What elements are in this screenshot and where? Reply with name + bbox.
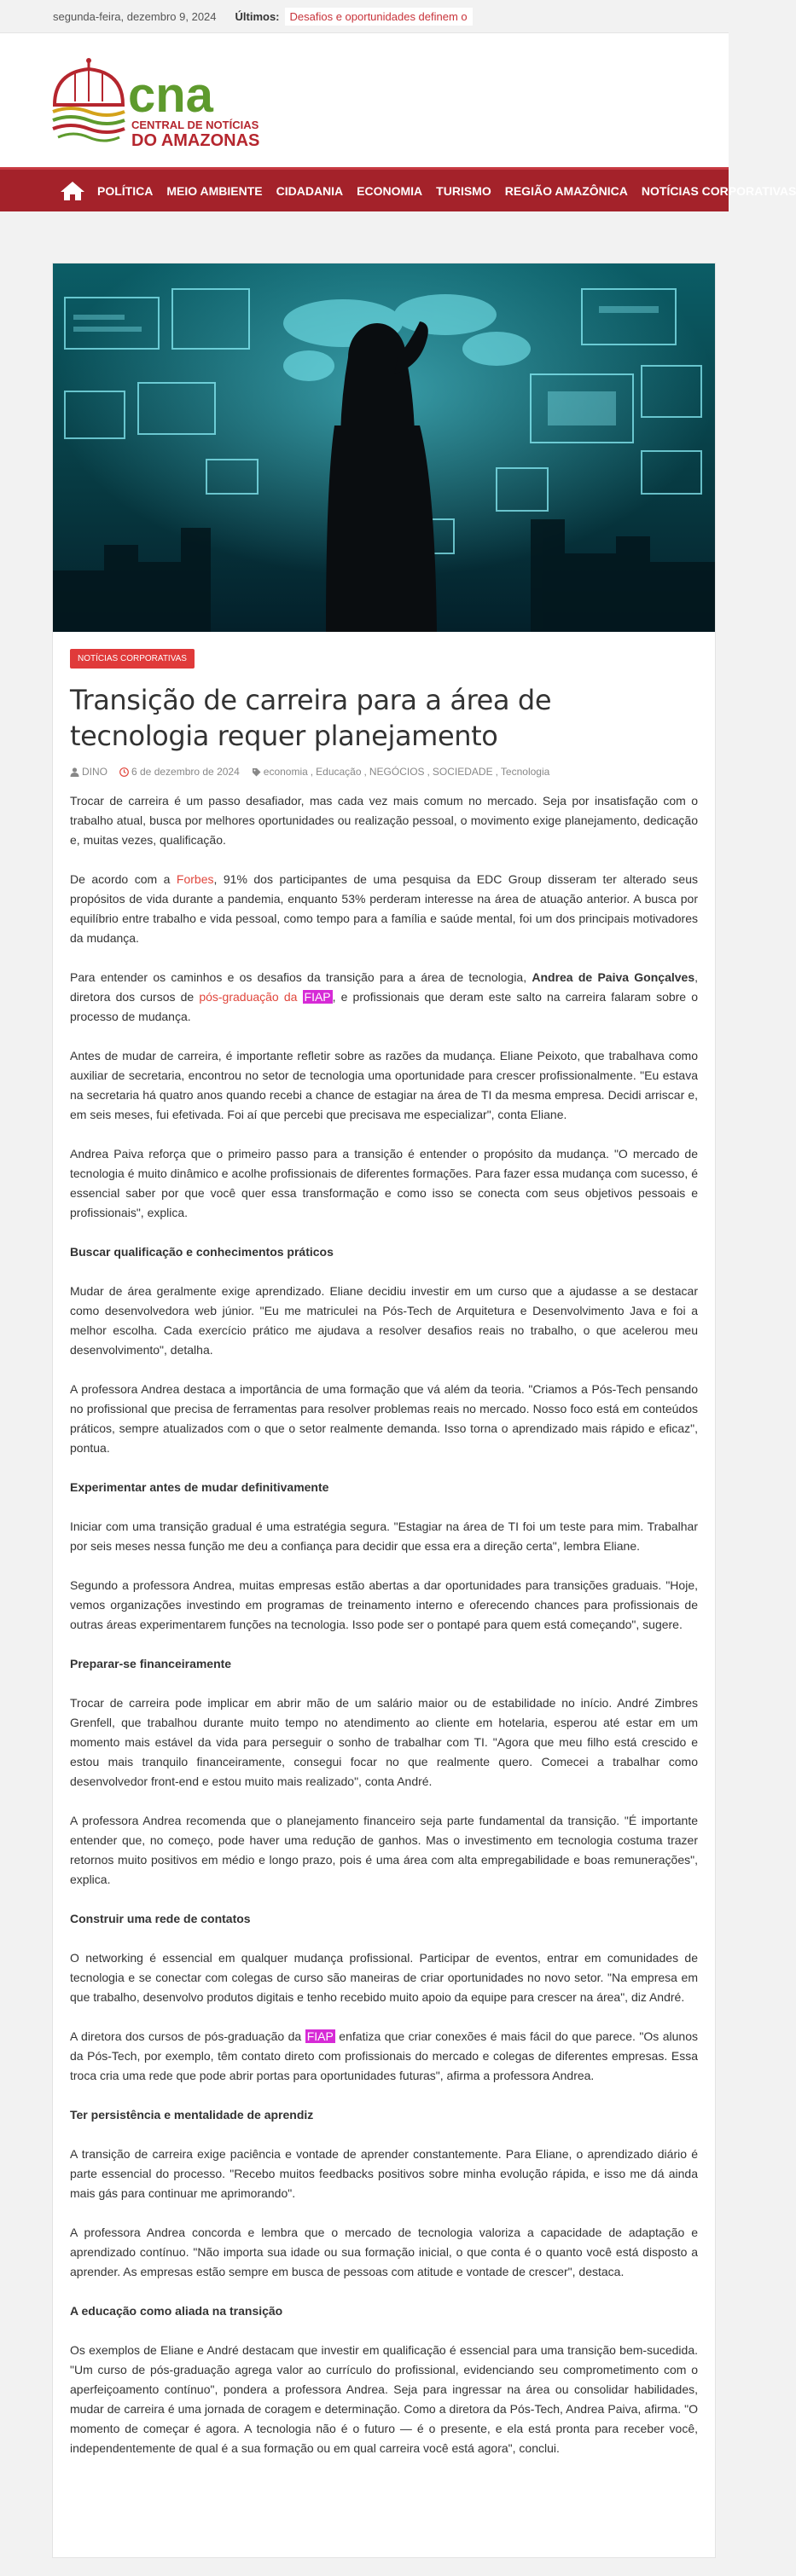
- posgraduacao-link[interactable]: pós-graduação da FIAP: [199, 990, 331, 1004]
- dome-icon: [53, 58, 125, 141]
- section-heading: Experimentar antes de mudar definitivamente: [70, 1480, 329, 1494]
- top-bar: [0, 0, 729, 33]
- paragraph: A transição de carreira exige paciência e vontade de aprender constantemente. Para Eliane, o aprendizado diário é parte essencial do processo. "Recebo muitos feedbacks positivos sobre minha evolução rápida, e isso me dá ainda mais gás para continuar me aprimorando".: [70, 2147, 698, 2200]
- tag-educacao[interactable]: Educação: [316, 766, 362, 778]
- article-card: [52, 263, 716, 2558]
- paragraph: Iniciar com uma transição gradual é uma estratégia segura. "Estagiar na área de TI foi um teste para mim. Trabalhar por seis meses nessa função me deu a confiança para decidir que essa era a direção certa", lembra Eliane.: [70, 1520, 698, 1553]
- main-nav: [0, 167, 796, 211]
- section-heading: A educação como aliada na transição: [70, 2304, 283, 2318]
- section-heading: Construir uma rede de contatos: [70, 1912, 251, 1925]
- nav-item-cidadania[interactable]: CIDADANIA: [276, 183, 344, 198]
- category-badge[interactable]: NOTÍCIAS CORPORATIVAS: [70, 649, 195, 669]
- latest-headline-link[interactable]: Desafios e oportunidades definem o: [285, 8, 473, 26]
- site-header: [0, 33, 729, 168]
- fiap-highlight: FIAP: [306, 2029, 334, 2043]
- clock-icon: [119, 767, 129, 777]
- paragraph: Trocar de carreira pode implicar em abrir mão de um salário maior ou de estabilidade no início. André Zimbres Grenfell, que trabalhou durante muito tempo no atendimento ao cliente em hotelaria, esperou até estar em um momento mais estável da vida para perseguir o sonho de trabalhar com TI. "Agora que meu filho está crescido e estou mais tranquilo financeiramente, consegui focar no que realmente quero. Comecei a trabalhar como desenvolvedor front-end e estou muito mais realizado", conta André.: [70, 1696, 698, 1788]
- paragraph: Andrea Paiva reforça que o primeiro passo para a transição é entender o propósito da mudança. "O mercado de tecnologia é muito dinâmico e acolhe profissionais de diferentes formações. Para fazer essa mudança com sucesso, é essencial saber por que você quer essa transformação e como isso se conecta com seus objetivos pessoais e profissionais", explica.: [70, 1147, 698, 1219]
- paragraph: De acordo com a Forbes, 91% dos participantes de uma pesquisa da EDC Group disseram ter alterado seus propósitos de vida durante a pandemia, enquanto 53% perderam interesse na área de atuação anterior. A busca por equilíbrio entre trabalho e vida pessoal, como tempo para a família e saúde mental, foi um dos principais motivadores da mudança.: [70, 872, 698, 945]
- publish-date[interactable]: 6 de dezembro de 2024: [131, 766, 240, 778]
- nav-item-meio-ambiente[interactable]: MEIO AMBIENTE: [166, 183, 263, 198]
- hero-image: [53, 263, 715, 632]
- tag-sociedade[interactable]: SOCIEDADE: [432, 766, 493, 778]
- nav-item-regiao-amazonica[interactable]: REGIÃO AMAZÔNICA: [504, 183, 628, 198]
- paragraph: Segundo a professora Andrea, muitas empresas estão abertas a dar oportunidades para transições graduais. "Hoje, vemos organizações investindo em programas de treinamento interno e oferecendo chances para profissionais de outras áreas experimentarem funções na tecnologia. Isso pode ser o pontapé para quem está começando", sugere.: [70, 1578, 698, 1631]
- paragraph: O networking é essencial em qualquer mudança profissional. Participar de eventos, entrar em comunidades de tecnologia e se conectar com colegas de curso são maneiras de criar oportunidades no novo setor. "Na empresa em que trabalho, desenvolvo produtos digitais e tenho recebido muito apoio da equipe para crescer na área", diz André.: [70, 1951, 698, 2004]
- article-body: [70, 791, 698, 2458]
- author-link[interactable]: DINO: [82, 766, 107, 778]
- paragraph: A professora Andrea destaca a importância de uma formação que vá além da teoria. "Criamos a Pós-Tech pensando no profissional que precisa de ferramentas para resolver problemas reais no mercado. Nosso foco está em conteúdos práticos, sempre atualizados com o que o setor realmente demanda. Isso torna o aprendizado mais rápido e eficaz", pontua.: [70, 1382, 698, 1455]
- user-icon: [70, 767, 79, 777]
- fiap-highlight: FIAP: [304, 990, 331, 1004]
- site-logo[interactable]: [49, 57, 271, 158]
- article-meta: DINO 6 de dezembro de 2024 economia , Educação , NEGÓCIOS , SOCIEDADE , Tecnologia: [70, 766, 698, 778]
- section-heading: Ter persistência e mentalidade de aprendiz: [70, 2108, 314, 2122]
- paragraph: Antes de mudar de carreira, é importante refletir sobre as razões da mudança. Eliane Peixoto, que trabalhava como auxiliar de secretaria, encontrou no setor de tecnologia uma oportunidade para crescer profissionalmente. "Eu estava na secretaria há quatro anos quando recebi a chance de estagiar na área de TI da mesma empresa. Decidi arriscar e, em seis meses, fui efetivada. Foi aí que percebi que precisava me especializar", conta Eliane.: [70, 1049, 698, 1121]
- nav-item-turismo[interactable]: TURISMO: [436, 183, 491, 198]
- paragraph: A professora Andrea recomenda que o planejamento financeiro seja parte fundamental da transição. "É importante entender que, no começo, pode haver uma redução de ganhos. Mas o investimento em tecnologia costuma trazer retornos muito positivos em médio e longo prazo, pois é uma área com alta empregabilidade e boas remunerações", explica.: [70, 1814, 698, 1886]
- article-content: [70, 649, 698, 2478]
- section-heading: Buscar qualificação e conhecimentos práticos: [70, 1245, 334, 1259]
- tag-tecnologia[interactable]: Tecnologia: [500, 766, 550, 778]
- logo-line1: CENTRAL DE NOTÍCIAS: [131, 119, 259, 131]
- article-title: Transição de carreira para a área de tecnologia requer planejamento: [70, 684, 552, 752]
- tag-icon: [252, 767, 261, 777]
- paragraph: Para entender os caminhos e os desafios da transição para a área de tecnologia, Andrea de Paiva Gonçalves, diretora dos cursos de pós-graduação da FIAP , e profissionais que deram este salto na carreira falaram sobre o processo de mudança.: [70, 970, 698, 1023]
- logo-wordmark: cna: [128, 67, 213, 123]
- nav-item-politica[interactable]: POLÍTICA: [97, 183, 154, 198]
- nav-item-economia[interactable]: ECONOMIA: [357, 183, 423, 198]
- forbes-link[interactable]: Forbes: [176, 872, 214, 886]
- current-date: segunda-feira, dezembro 9, 2024: [53, 9, 217, 23]
- paragraph: A professora Andrea concorda e lembra que o mercado de tecnologia valoriza a capacidade de adaptação e aprendizado contínuo. "Não importa sua idade ou sua formação inicial, o que conta é o quanto você está disposto a aprender. As empresas estão sempre em busca de pessoas com atitude e vontade de crescer", destaca.: [70, 2226, 698, 2278]
- tag-negocios[interactable]: NEGÓCIOS: [369, 766, 425, 778]
- paragraph: Mudar de área geralmente exige aprendizado. Eliane decidiu investir em um curso que a ajudasse a se destacar como desenvolvedora web júnior. "Eu me matriculei na Pós-Tech de Arquitetura e Desenvolvimento Java e foi a melhor escolha. Cada exercício prático me ajudava a resolver desafios reais no trabalho, o que acelerou meu desenvolvimento", detalha.: [70, 1284, 698, 1357]
- section-heading: Preparar-se financeiramente: [70, 1657, 232, 1670]
- nav-item-noticias-corporativas[interactable]: NOTÍCIAS CORPORATIVAS: [641, 183, 796, 198]
- latest-label: Últimos:: [235, 9, 280, 23]
- tag-economia[interactable]: economia: [263, 766, 308, 778]
- logo-line2: DO AMAZONAS: [131, 131, 260, 150]
- home-icon[interactable]: [60, 180, 85, 202]
- paragraph: A diretora dos cursos de pós-graduação da FIAP enfatiza que criar conexões é mais fácil do que parece. "Os alunos da Pós-Tech, por exemplo, têm contato direto com profissionais do mercado e colegas de diferentes empresas. Essa troca cria uma rede que pode abrir portas para oportunidades futuras", afirma a professora Andrea.: [70, 2029, 698, 2082]
- bold-name: Andrea de Paiva Gonçalves: [532, 970, 695, 984]
- paragraph: Trocar de carreira é um passo desafiador, mas cada vez mais comum no mercado. Seja por insatisfação com o trabalho atual, busca por melhores oportunidades ou realização pessoal, o movimento exige planejamento, dedicação e, muitas vezes, qualificação.: [70, 794, 698, 847]
- paragraph: Os exemplos de Eliane e André destacam que investir em qualificação é essencial para uma transição bem-sucedida. "Um curso de pós-graduação agrega valor ao currículo do profissional, evidenciando seu comprometimento com o aperfeiçoamento contínuo", pondera a professora Andrea. Seja para ingressar na área ou consolidar habilidades, mudar de carreira é uma jornada de coragem e determinação. Como a diretora da Pós-Tech, Andrea Paiva, afirma. "O momento de começar é agora. A tecnologia não é o futuro — é o presente, e ela está pronta para receber você, independentemente de qual é a sua formação ou em qual carreira você está agora", conclui.: [70, 2343, 698, 2455]
